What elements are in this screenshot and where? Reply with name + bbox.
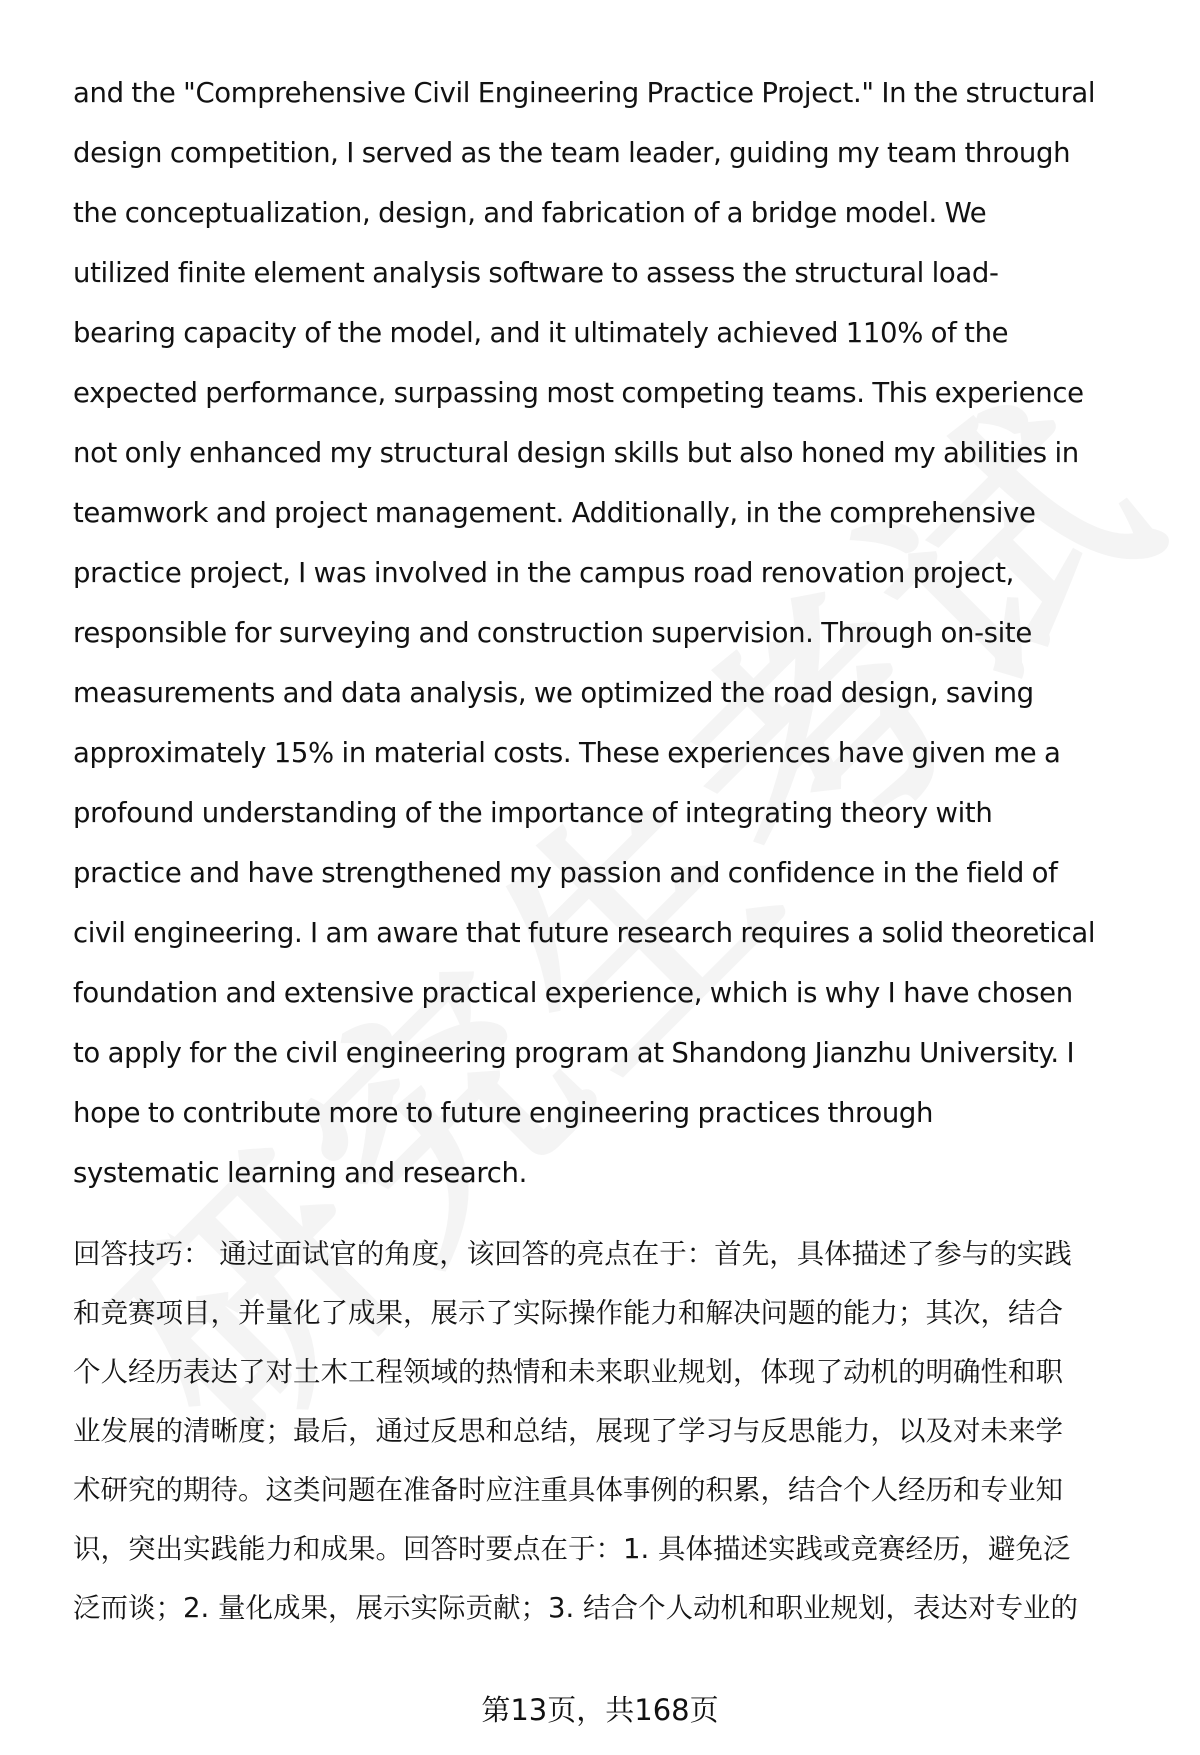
paragraph-line: bearing capacity of the model, and it ultimately achieved 110% of the <box>73 317 1009 349</box>
tips-line: 业发展的清晰度；最后，通过反思和总结，展现了学习与反思能力，以及对未来学 <box>73 1415 1063 1447</box>
paragraph-line: profound understanding of the importance of integrating theory with <box>73 797 993 829</box>
page-number: 第13页，共168页 <box>481 1693 719 1727</box>
tips-line: 和竞赛项目，并量化了成果，展示了实际操作能力和解决问题的能力；其次，结合 <box>73 1297 1063 1329</box>
english-answer-paragraph <box>73 63 1163 1203</box>
paragraph-line: foundation and extensive practical experience, which is why I have chosen <box>73 977 1073 1009</box>
paragraph-line: utilized finite element analysis software to assess the structural load- <box>73 257 999 289</box>
tips-line: 术研究的期待。这类问题在准备时应注重具体事例的积累，结合个人经历和专业知 <box>73 1474 1063 1506</box>
tips-line: 回答技巧： 通过面试官的角度，该回答的亮点在于：首先，具体描述了参与的实践 <box>73 1238 1072 1270</box>
paragraph-line: hope to contribute more to future engineering practices through <box>73 1097 934 1129</box>
paragraph-line: measurements and data analysis, we optimized the road design, saving <box>73 677 1034 709</box>
paragraph-line: practice project, I was involved in the campus road renovation project, <box>73 557 1015 589</box>
tips-line: 识，突出实践能力和成果。回答时要点在于：1. 具体描述实践或竞赛经历，避免泛 <box>73 1533 1071 1565</box>
paragraph-line: design competition, I served as the team leader, guiding my team through <box>73 137 1071 169</box>
tips-line: 个人经历表达了对土木工程领域的热情和未来职业规划，体现了动机的明确性和职 <box>73 1356 1063 1388</box>
answer-tips-paragraph <box>73 1225 1163 1638</box>
tips-line: 泛而谈；2. 量化成果，展示实际贡献；3. 结合个人动机和职业规划，表达对专业的 <box>73 1592 1078 1624</box>
paragraph-line: approximately 15% in material costs. These experiences have given me a <box>73 737 1061 769</box>
paragraph-line: practice and have strengthened my passion and confidence in the field of <box>73 857 1058 889</box>
paragraph-line: to apply for the civil engineering program at Shandong Jianzhu University. I <box>73 1037 1075 1069</box>
paragraph-line: and the "Comprehensive Civil Engineering Practice Project." In the structural <box>73 77 1096 109</box>
paragraph-line: systematic learning and research. <box>73 1157 528 1189</box>
paragraph-line: teamwork and project management. Additionally, in the comprehensive <box>73 497 1036 529</box>
paragraph-line: the conceptualization, design, and fabrication of a bridge model. We <box>73 197 987 229</box>
paragraph-line: civil engineering. I am aware that future research requires a solid theoretical <box>73 917 1096 949</box>
paragraph-line: expected performance, surpassing most competing teams. This experience <box>73 377 1084 409</box>
paragraph-line: not only enhanced my structural design skills but also honed my abilities in <box>73 437 1079 469</box>
paragraph-line: responsible for surveying and construction supervision. Through on-site <box>73 617 1032 649</box>
